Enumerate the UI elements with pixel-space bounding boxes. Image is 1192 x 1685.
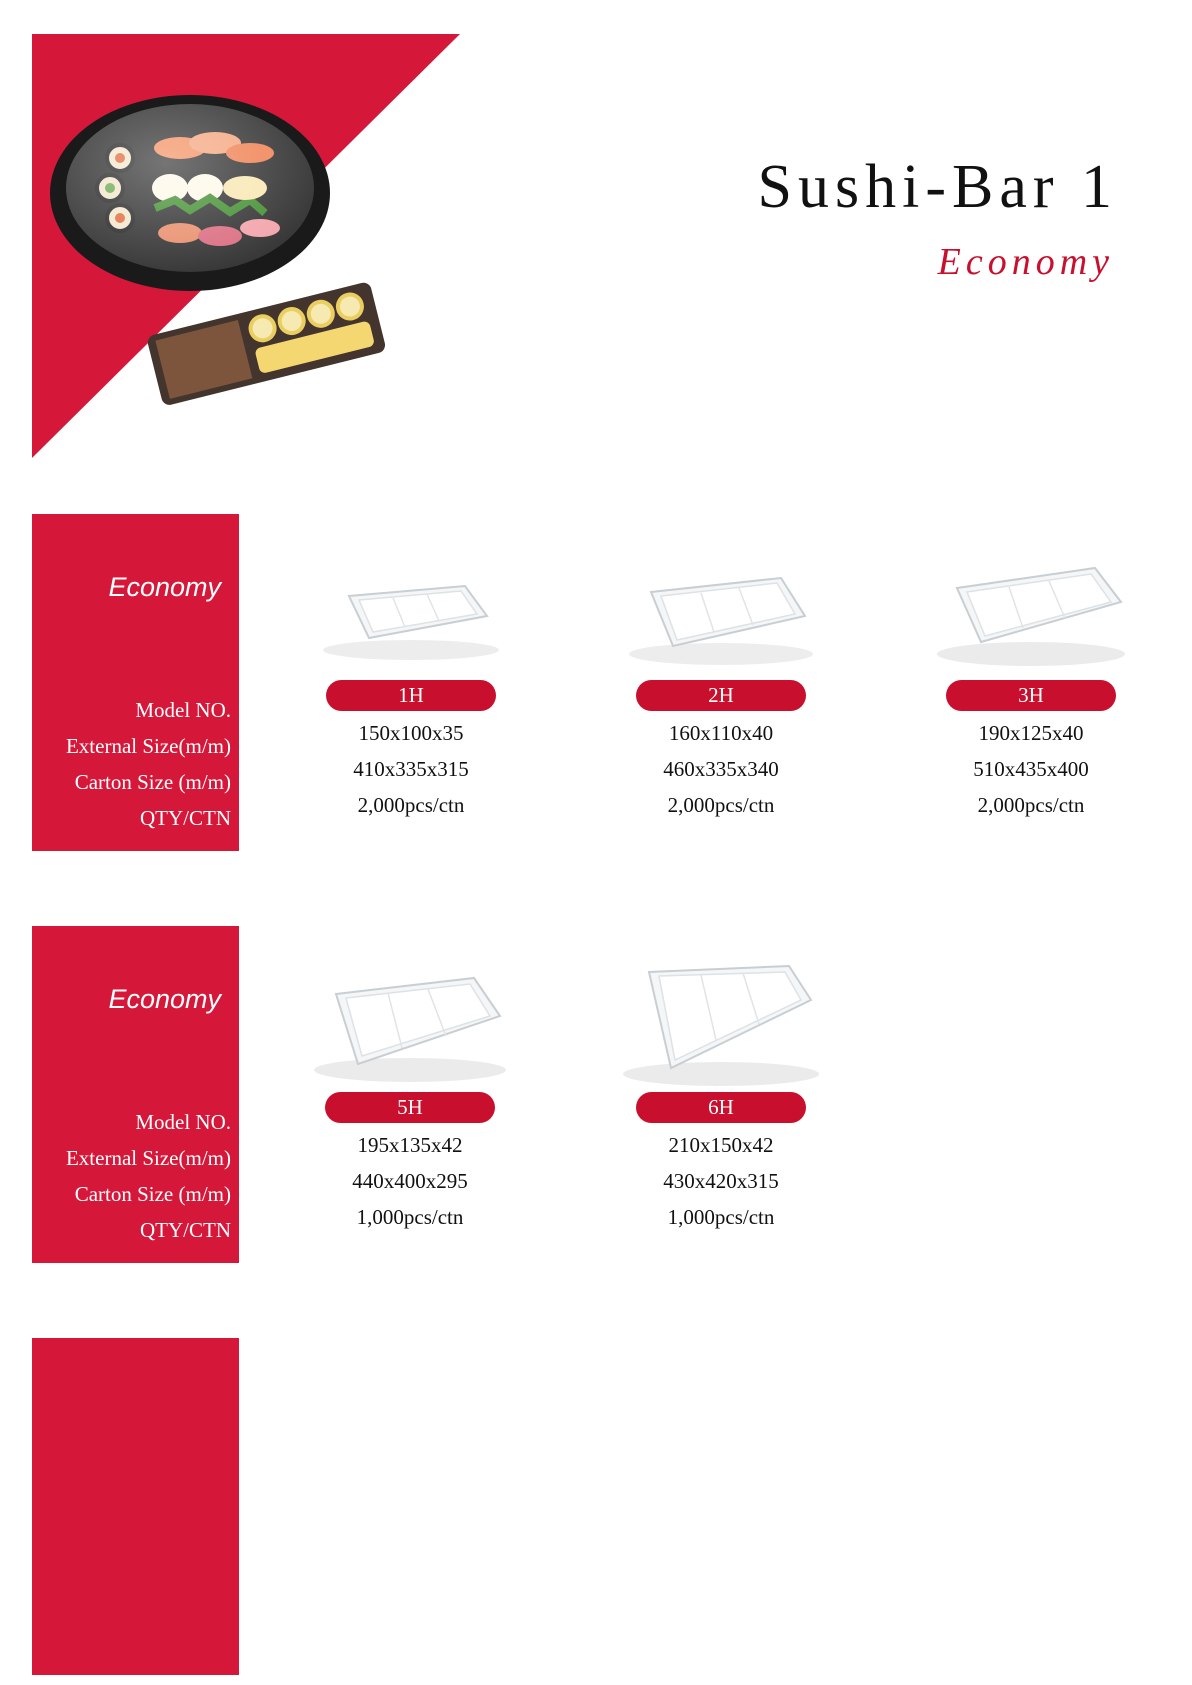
container-photo: [621, 944, 821, 1092]
product-card: [601, 532, 841, 823]
qty-per-carton: 2,000pcs/ctn: [667, 793, 775, 817]
container-photo: [310, 944, 510, 1092]
spec-labels: [66, 692, 231, 836]
model-number: 3H: [946, 680, 1116, 711]
category-label: Economy: [108, 572, 221, 602]
qty-per-carton: 1,000pcs/ctn: [356, 1205, 464, 1229]
section-label-panel: [32, 514, 239, 851]
page-title: Sushi-Bar 1: [757, 153, 1118, 221]
model-label: Model NO.: [135, 1110, 231, 1134]
spec-labels: [66, 1104, 231, 1248]
product-card: [601, 944, 841, 1235]
qty-per-carton: 2,000pcs/ctn: [357, 793, 465, 817]
external-size: 160x110x40: [668, 721, 774, 745]
model-number: 5H: [325, 1092, 495, 1123]
carton-size: 410x335x315: [353, 757, 469, 781]
qty-per-carton: 2,000pcs/ctn: [977, 793, 1085, 817]
external-size-label: External Size(m/m): [65, 1146, 231, 1170]
container-photo: [931, 532, 1131, 680]
page-subtitle: Economy: [937, 241, 1114, 283]
external-size: 210x150x42: [668, 1133, 774, 1157]
category-label: Economy: [108, 984, 221, 1014]
section-label-panel: [32, 926, 239, 1263]
product-card: [291, 532, 531, 823]
external-size: 195x135x42: [357, 1133, 463, 1157]
product-card: [290, 944, 530, 1235]
external-size-label: External Size(m/m): [65, 734, 231, 758]
qty-per-carton: 1,000pcs/ctn: [667, 1205, 775, 1229]
carton-size: 440x400x295: [352, 1169, 468, 1193]
carton-size-label: Carton Size (m/m): [74, 1182, 231, 1206]
carton-size: 460x335x340: [663, 757, 779, 781]
carton-size: 430x420x315: [663, 1169, 779, 1193]
external-size: 150x100x35: [358, 721, 464, 745]
carton-size: 510x435x400: [973, 757, 1089, 781]
model-number: 1H: [326, 680, 496, 711]
sushi-platter-photo: [40, 88, 420, 418]
container-photo: [621, 532, 821, 680]
qty-label: QTY/CTN: [140, 1218, 231, 1242]
empty-section-panel: [32, 1338, 239, 1675]
model-label: Model NO.: [135, 698, 231, 722]
qty-label: QTY/CTN: [140, 806, 231, 830]
external-size: 190x125x40: [978, 721, 1084, 745]
model-number: 6H: [636, 1092, 806, 1123]
carton-size-label: Carton Size (m/m): [74, 770, 231, 794]
container-photo: [311, 532, 511, 680]
model-number: 2H: [636, 680, 806, 711]
product-card: [911, 532, 1151, 823]
